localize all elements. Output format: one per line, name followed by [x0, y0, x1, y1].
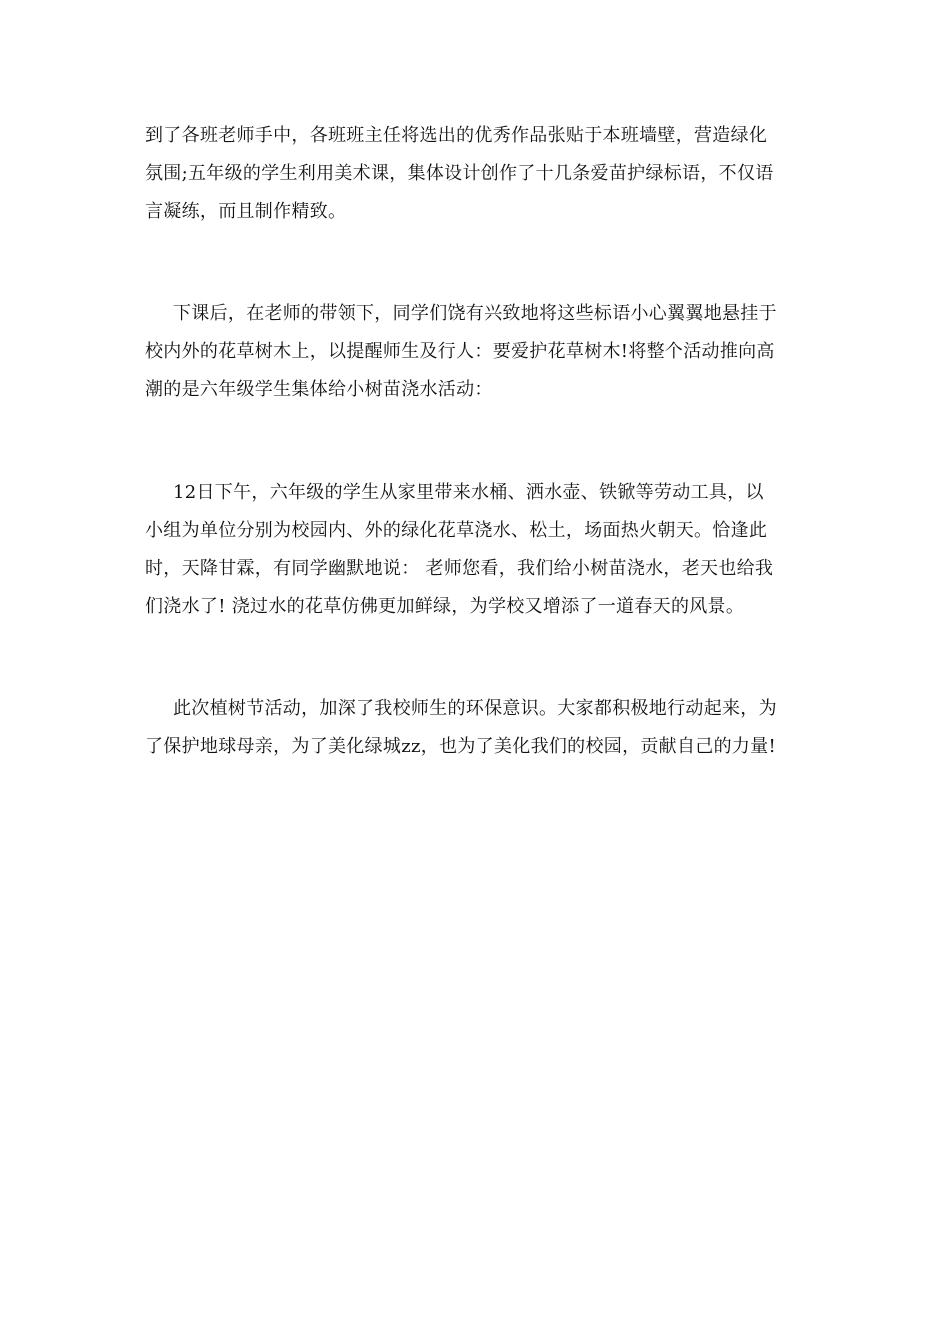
paragraph-1-line-1: 到了各班老师手中，各班班主任将选出的优秀作品张贴于本班墙壁，营造绿化: [145, 125, 768, 146]
paragraph-3-line-4: 们浇水了! 浇过水的花草仿佛更加鲜绿，为学校又增添了一道春天的风景。: [145, 596, 745, 617]
paragraph-2-line-3: 潮的是六年级学生集体给小树苗浇水活动：: [145, 379, 493, 400]
paragraph-4-line-2: 了保护地球母亲，为了美化绿城zz，也为了美化我们的校园，贡献自己的力量!: [145, 736, 776, 757]
paragraph-3-line-1: 12日下午，六年级的学生从家里带来水桶、洒水壶、铁锨等劳动工具，以: [173, 482, 764, 503]
paragraph-2-line-2: 校内外的花草树木上，以提醒师生及行人：要爱护花草树木!将整个活动推向高: [145, 341, 775, 362]
paragraph-4-line-1: 此次植树节活动，加深了我校师生的环保意识。大家都积极地行动起来，为: [173, 698, 777, 719]
paragraph-3-line-3: 时，天降甘霖，有同学幽默地说： 老师您看，我们给小树苗浇水，老天也给我: [145, 558, 774, 579]
paragraph-2-line-1: 下课后，在老师的带领下，同学们饶有兴致地将这些标语小心翼翼地悬挂于: [173, 303, 777, 324]
paragraph-1-line-2: 氛围;五年级的学生利用美术课，集体设计创作了十几条爱苗护绿标语，不仅语: [145, 163, 774, 184]
paragraph-3-line-2: 小组为单位分别为校园内、外的绿化花草浇水、松土，场面热火朝天。恰逢此: [145, 520, 768, 541]
paragraph-1-line-3: 言凝练，而且制作精致。: [145, 201, 347, 222]
